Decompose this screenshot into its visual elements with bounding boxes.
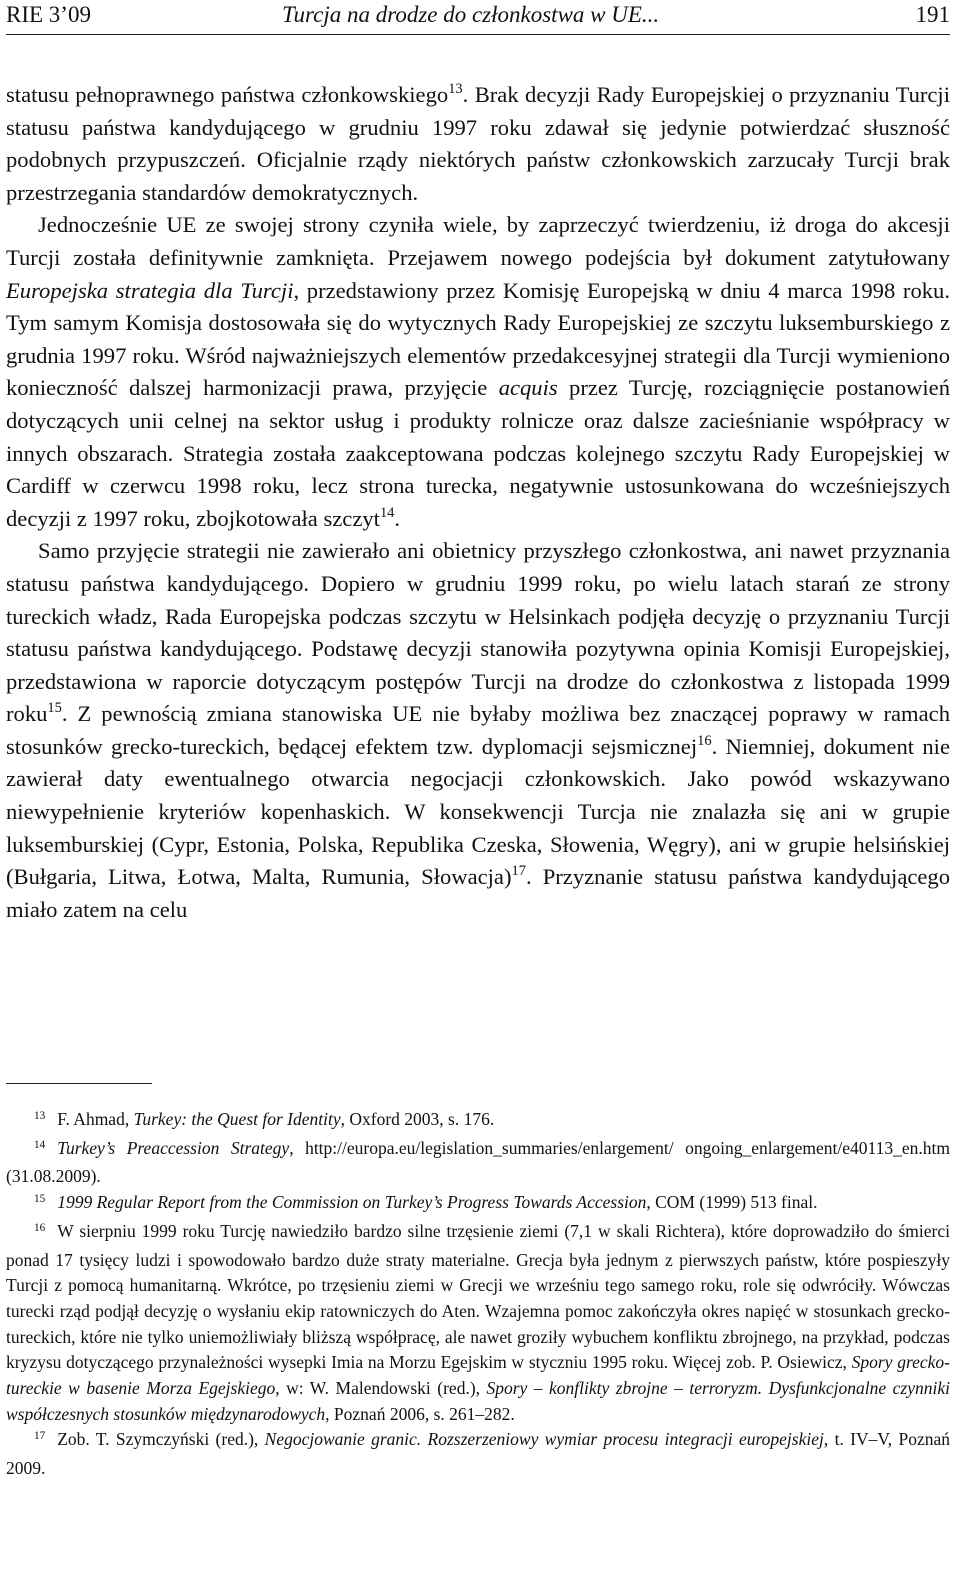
text-run: przez Turcję, rozciągnięcie postanowień dotyczących unii celnej na sektor usług i produkty rolnicze oraz dalsze zacieśnianie współpracy w innych obszarach. Strategia została zaakceptowana podczas kolejnego szczytu Rady Europejskiej w Cardiff w czerwcu 1998 roku, lecz strona turecka, negatywnie ustosunkowana do wcześniejszych decyzji z 1997 roku, zbojkotowała szczyt [6, 375, 950, 531]
footnote-ref-16[interactable]: 16 [697, 732, 712, 749]
journal-issue: RIE 3’09 [6, 2, 91, 27]
italic-term: acquis [498, 375, 558, 401]
footnote-number: 16 [34, 1221, 46, 1234]
italic-title: Negocjowanie granic. Rozszerzeniowy wymiar procesu integracji europejskiej [264, 1429, 824, 1450]
text-run: , przedstawiony przez Komisję Europejską w dniu 4 marca 1998 roku. Tym samym Komisja dostosowała się do wytycznych Rady Europejskiej ze szczytu luksemburskiego z grudnia 1997 roku. Wśród najważniejszych elementów przedakcesyjnej strategii dla Turcji wymieniono konieczność dalszej harmonizacji prawa, przyjęcie [6, 277, 950, 401]
text-run: . Z pewnością zmiana stanowiska UE nie byłaby możliwa bez znaczącej poprawy w ramach stosunków grecko-tureckich, będącej efektem tzw. dyplomacji sejsmicznej [6, 701, 950, 759]
italic-title: Turkey’s Preaccession Strategy [57, 1137, 290, 1158]
text-run: . Przyznanie statusu państwa kandydującego miało zatem na celu [6, 864, 951, 922]
italic-title: Spory grecko-tureckie w basenie Morza Egejskiego [6, 1352, 950, 1399]
italic-title: Europejska strategia dla Turcji [6, 277, 294, 303]
main-text [6, 79, 950, 926]
footnote-ref-15[interactable]: 15 [47, 700, 62, 717]
paragraph-3 [6, 535, 950, 926]
text-run: . Niemniej, dokument nie zawierał daty ewentualnego otwarcia negocjacji członkowskich. Jako powód wskazywano niewypełnienie kryteriów kopenhaskich. W konsekwencji Turcja nie znalazła się ani w grupie luksemburskiej (Cypr, Estonia, Polska, Republika Czeska, Słowenia, Węgry), ani w grupie helsińskiej (Bułgaria, Litwa, Łotwa, Malta, Rumunia, Słowacja) [6, 733, 950, 890]
footnote-15 [6, 1190, 950, 1219]
text-run: Zob. T. Szymczyński (red.), [57, 1429, 265, 1450]
footnote-17 [6, 1427, 950, 1481]
running-title: Turcja na drodze do członkostwa w UE... [282, 2, 660, 27]
footnote-ref-14[interactable]: 14 [379, 504, 395, 521]
text-run: Jednocześnie UE ze swojej strony czyniła wiele, by zaprzeczyć twierdzeniu, iż droga do akcesji Turcji została definitywnie zamknięta. Przejawem nowego podejścia był dokument zatytułowany [6, 212, 950, 270]
header-divider [6, 34, 950, 35]
footnote-number: 13 [34, 1109, 46, 1122]
italic-title: Turkey: the Quest for Identity [133, 1109, 341, 1129]
footnote-16 [6, 1219, 950, 1428]
page-number: 191 [915, 2, 950, 27]
text-run: , w: W. Malendowski (red.), [275, 1378, 487, 1399]
text-run: , Poznań 2006, s. 261–282. [325, 1403, 515, 1424]
url-text[interactable]: , http://europa.eu/legislation_summaries/enlargement/ ongoing_enlargement/e40113_en.htm (31.08.2009). [6, 1137, 950, 1187]
footnote-13 [6, 1107, 950, 1136]
footnote-number: 15 [34, 1192, 46, 1205]
text-run: . Brak decyzji Rady Europejskiej o przyznaniu Turcji statusu państwa kandydującego w grudniu 1997 roku zdawał się jedynie potwierdzać słuszność podobnych przypuszczeń. Oficjalnie rządy niektórych państw członkowskich zarzucały Turcji brak przestrzegania standardów demokratycznych. [6, 82, 950, 205]
italic-title: Spory – konflikty zbrojne – terroryzm. Dysfunkcjonalne czynniki współczesnych stosunków międzynarodowych [6, 1378, 950, 1424]
running-head [6, 0, 950, 30]
paragraph-2 [6, 209, 950, 535]
footnote-ref-17[interactable]: 17 [511, 863, 526, 880]
text-run: Samo przyjęcie strategii nie zawierało ani obietnicy przyszłego członkostwa, ani nawet przyznania statusu państwa kandydującego. Dopiero w grudniu 1999 roku, po wielu latach starań ze strony tureckich władz, Rada Europejska podczas szczytu w Helsinkach podjęła decyzję o przyznaniu Turcji statusu państwa kandydującego. Podstawę decyzji stanowiła pozytywna opinia Komisji Europejskiej, przedstawiona w raporcie dotyczącym postępów Turcji na drodze do członkostwa z listopada 1999 roku [6, 538, 950, 727]
text-run: W sierpniu 1999 roku Turcję nawiedziło bardzo silne trzęsienie ziemi (7,1 w skali Richtera), które doprowadziło do śmierci ponad 17 tysięcy ludzi i spowodowało bardzo duże straty materialne. Grecja była jednym z pierwszych państw, które pospieszyły Turcji z pomocą humanitarną. Wkrótce, po trzęsieniu ziemi w Grecji we wrześniu tego samego roku, role się odwróciły. Wówczas turecki rząd podjął decyzję o wysłaniu ekip ratowniczych do Aten. Wzajemna pomoc zakończyła okres napięć w stosunkach grecko-tureckich, które nie tylko uniemożliwiały bliższą współpracę, ale nawet groziły wybuchem konfliktu zbrojnego, na przykład, podczas kryzysu dotyczącego przynależności wysepki Imia na Morzu Egejskim w styczniu 1995 roku. Więcej zob. P. Osiewicz, [6, 1220, 950, 1373]
text-run: . [394, 505, 401, 531]
italic-title: 1999 Regular Report from the Commission on Turkey’s Progress Towards Accession [57, 1192, 647, 1213]
text-run: F. Ahmad, [57, 1109, 134, 1129]
footnote-divider [6, 1083, 152, 1084]
text-run: , COM (1999) 513 final. [646, 1192, 818, 1213]
footnote-number: 17 [34, 1430, 46, 1443]
text-run: statusu pełnoprawnego państwa członkowskiego [6, 82, 449, 107]
text-run: , Oxford 2003, s. 176. [340, 1109, 495, 1129]
text-run: , t. IV–V, Poznań 2009. [6, 1429, 950, 1479]
paragraph-1 [6, 79, 950, 209]
footnote-number: 14 [34, 1138, 46, 1151]
footnote-14 [6, 1136, 950, 1190]
footnotes [6, 1107, 950, 1482]
footnote-ref-13[interactable]: 13 [448, 81, 463, 98]
